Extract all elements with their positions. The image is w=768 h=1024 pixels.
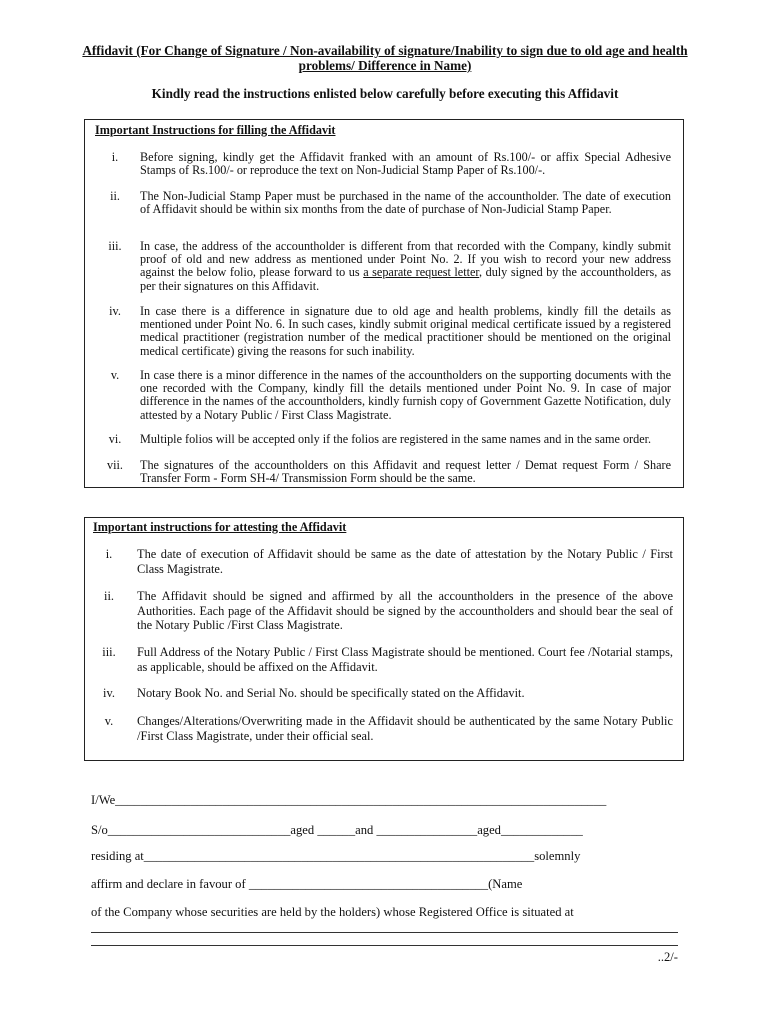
item-number: i. (111, 150, 119, 164)
item-text: Full Address of the Notary Public / First Class Magistrate should be mentioned. Court fee /Notarial stamps, as applicable, should be affixed on the Affidavit. (137, 645, 673, 674)
item-number: i. (105, 547, 113, 561)
item-number: v. (104, 714, 114, 728)
item-text: Changes/Alterations/Overwriting made in the Affidavit should be authenticated by the same Notary Public /First Class Magistrate, under their official seal. (137, 714, 673, 743)
request-letter-underlined: a separate request letter (363, 265, 479, 280)
attesting-instructions-heading: Important instructions for attesting the Affidavit (93, 520, 347, 534)
item-text: Notary Book No. and Serial No. should be specifically stated on the Affidavit. (137, 686, 525, 700)
item-text: Before signing, kindly get the Affidavit franked with an amount of Rs.100/- or affix Special Adhesive Stamps of Rs.100/- or reproduce the text on Non-Judicial Stamp Paper of Rs.100/-. (140, 150, 671, 178)
attesting-instructions-box (84, 517, 684, 761)
item-text-part: , duly signed by the accountholders, as per their signatures on this Affidavit. (140, 265, 671, 293)
form-line-residence[interactable]: residing at______________________________________________________________solemnly (91, 849, 581, 863)
item-number: ii. (110, 189, 120, 203)
form-line-registered-office: of the Company whose securities are held by the holders) whose Registered Office is situated at (91, 905, 574, 919)
item-text-part: In case, the address of the accountholder is different from that recorded with the Company, kindly submit proof of old and new address as mentioned under Point No. 2. If you wish to record your new address against the below folio, please forward to us (140, 239, 671, 280)
item-number: v. (110, 368, 120, 382)
form-line-relation-age[interactable]: S/o_____________________________aged ______and ________________aged_____________ (91, 823, 583, 837)
item-text (140, 240, 671, 293)
item-number: iii. (102, 645, 116, 659)
form-line-company[interactable]: affirm and declare in favour of ______________________________________(Name (91, 877, 523, 891)
item-text: The Affidavit should be signed and affirmed by all the accountholders in the presence of the above Authorities. Each page of the Affidavit should be signed by the accountholders and should bear the seal of the Notary Public /First Class Magistrate. (137, 589, 673, 633)
item-number: iv. (109, 304, 121, 318)
item-number: vi. (108, 432, 122, 446)
page-continuation-marker: ..2/- (657, 950, 678, 964)
item-text: In case there is a minor difference in the names of the accountholders on the supporting documents with the one recorded with the Company, kindly fill the details mentioned under Point No. 9. In case of major difference in the names of the accountholders, kindly furnish copy of Government Gazette Notification, duly attested by a Notary Public / First Class Magistrate. (140, 368, 671, 422)
item-text: The signatures of the accountholders on this Affidavit and request letter / Demat request Form / Share Transfer Form - Form SH-4/ Transmission Form should be the same. (140, 458, 671, 486)
document-title: Affidavit (For Change of Signature / Non-availability of signature/Inability to sign due to old age and health problems/ Difference in Name) (82, 43, 688, 73)
item-number: iii. (108, 239, 122, 253)
item-number: iv. (103, 686, 115, 700)
item-number: vii. (107, 458, 123, 472)
item-text: The date of execution of Affidavit should be same as the date of attestation by the Notary Public / First Class Magistrate. (137, 547, 673, 576)
form-line-names[interactable]: I/We______________________________________________________________________________ (91, 793, 607, 807)
item-number: ii. (104, 589, 114, 603)
filling-instructions-box (84, 119, 684, 488)
item-text: In case there is a difference in signature due to old age and health problems, kindly fill the details as mentioned under Point No. 6. In such cases, kindly submit original medical certificate issued by a registered medical practitioner (registration number of the medical practitioner should be mentioned on the original medical certificate) giving the reasons for such inability. (140, 304, 671, 358)
item-text: Multiple folios will be accepted only if the folios are registered in the same names and in the same order. (140, 432, 652, 446)
document-subtitle: Kindly read the instructions enlisted below carefully before executing this Affidavit (151, 86, 619, 101)
blank-address-line[interactable] (91, 932, 678, 933)
filling-instructions-heading: Important Instructions for filling the Affidavit (95, 123, 336, 137)
blank-address-line[interactable] (91, 945, 678, 946)
item-text: The Non-Judicial Stamp Paper must be purchased in the name of the accountholder. The date of execution of Affidavit should be within six months from the date of purchase of Non-Judicial Stamp Paper. (140, 189, 671, 217)
